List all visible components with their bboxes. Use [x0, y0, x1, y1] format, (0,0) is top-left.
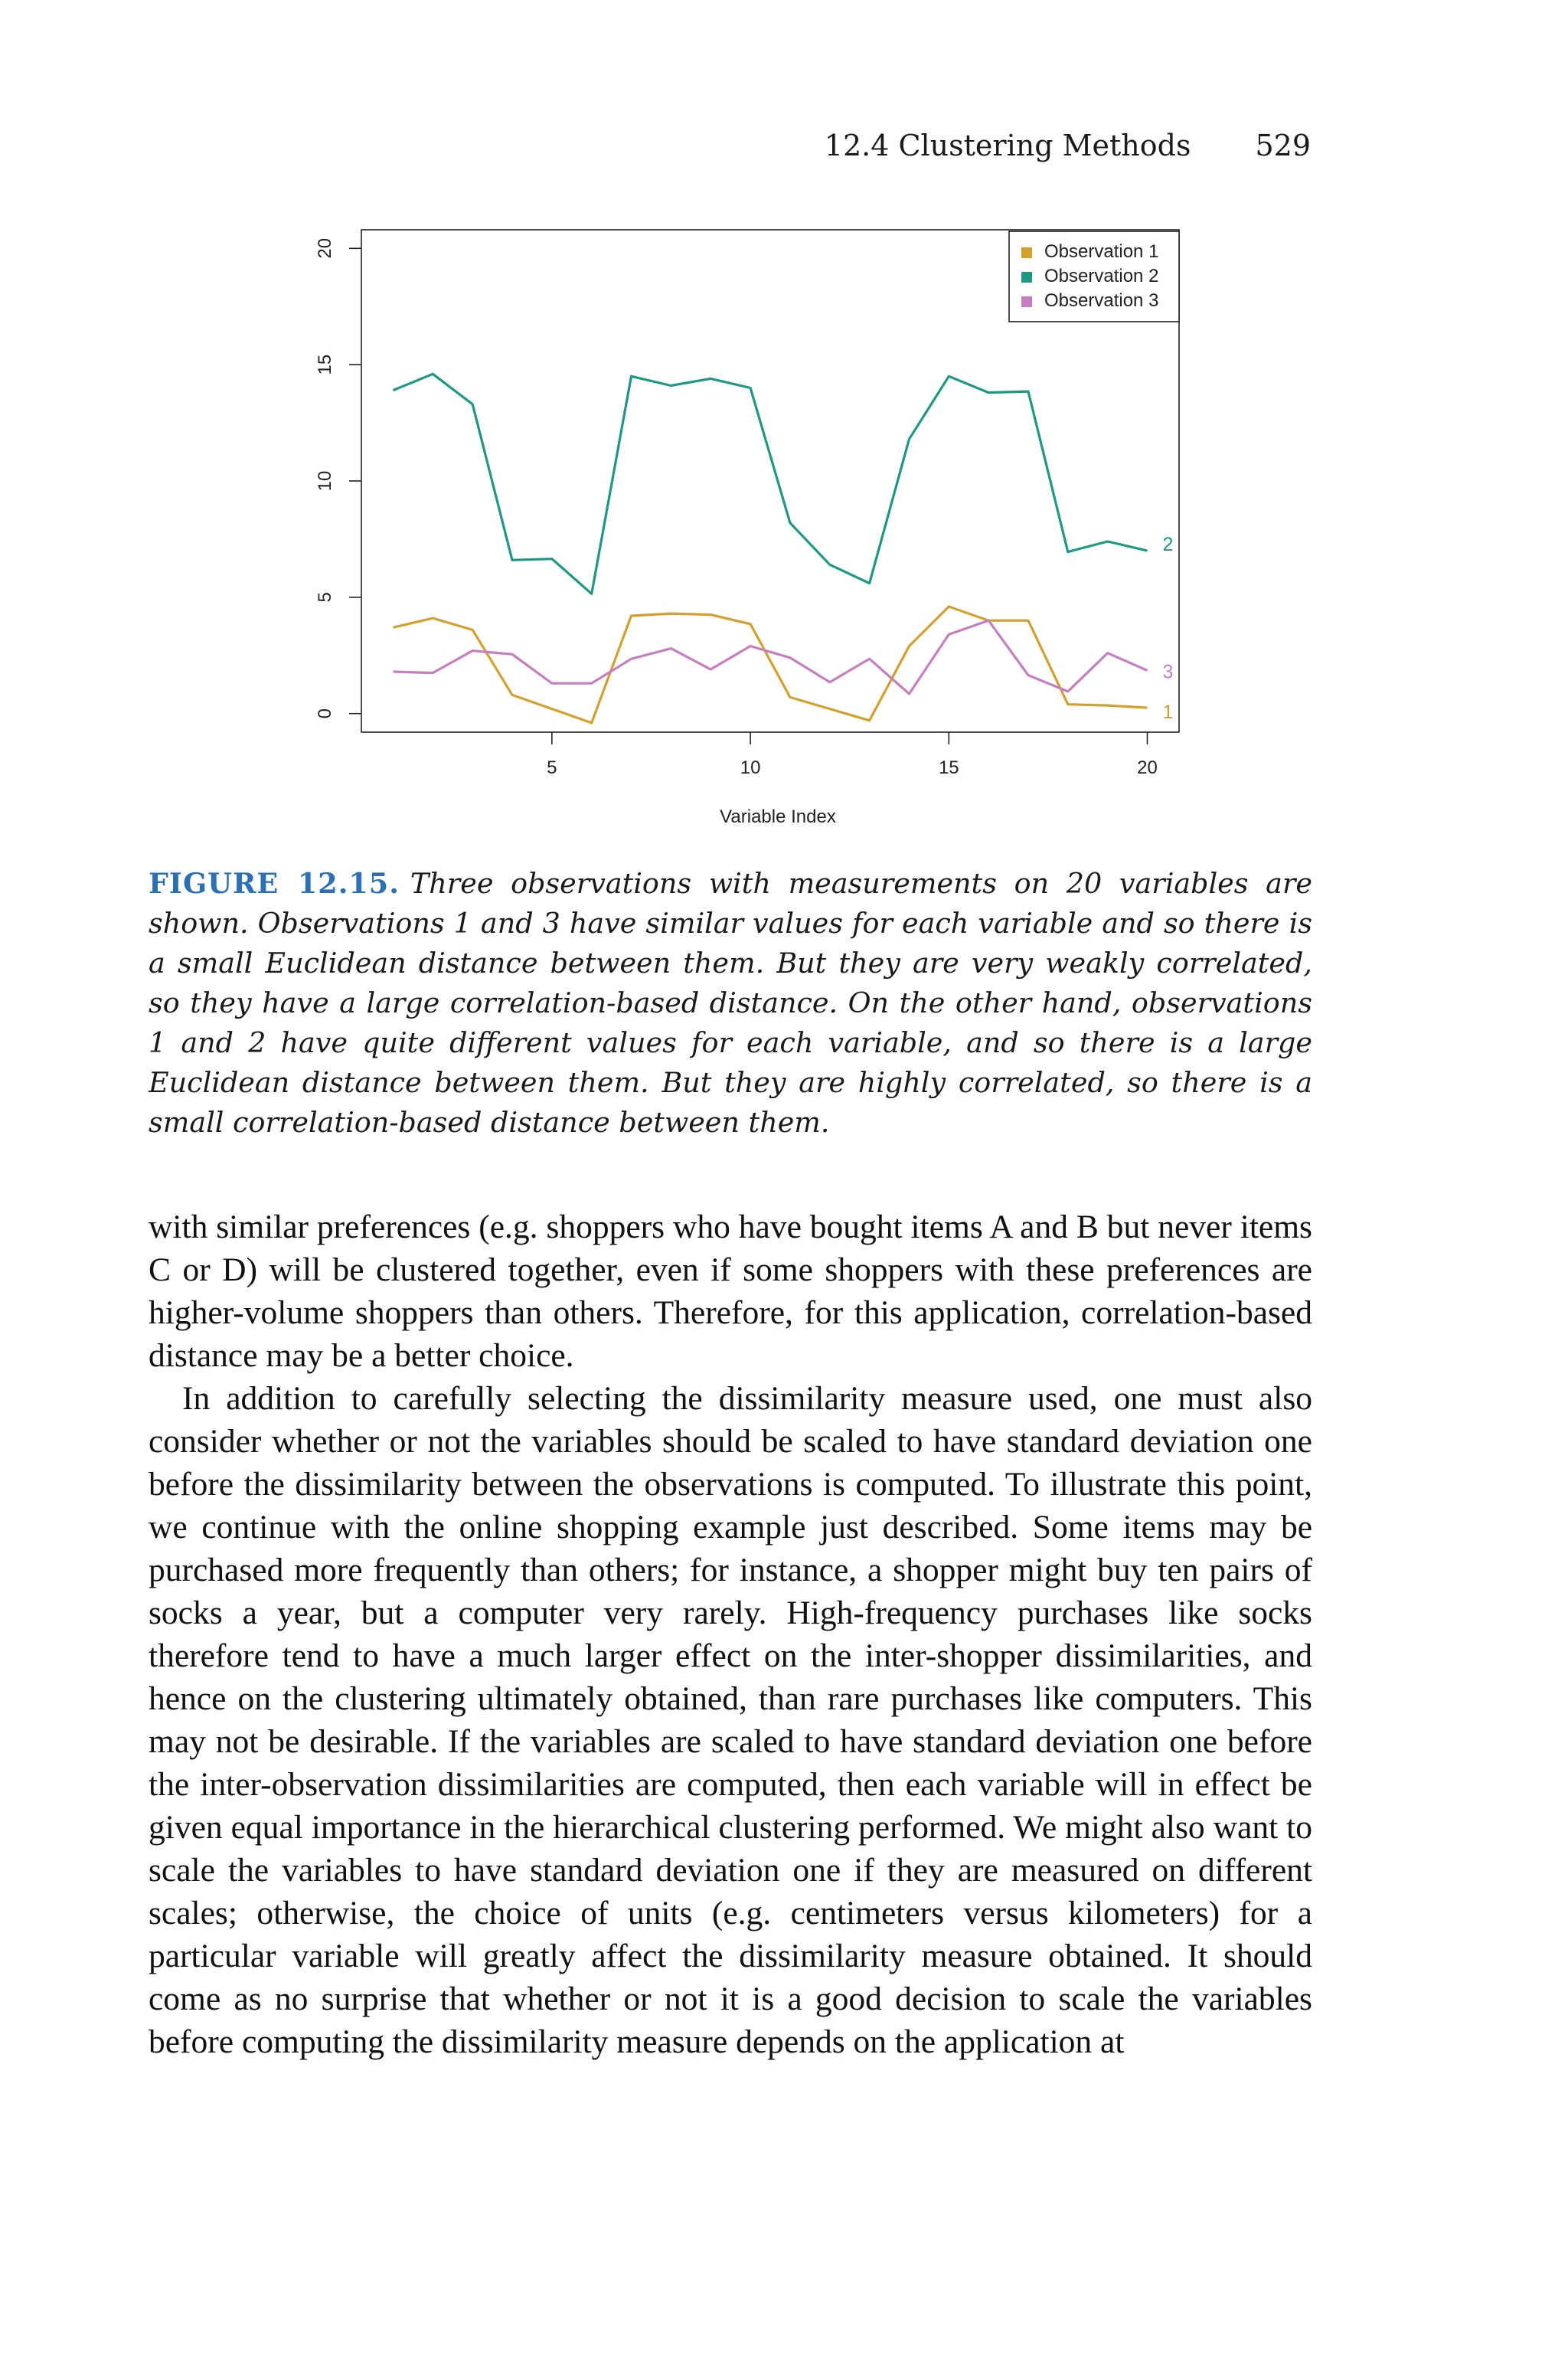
x-tick-label: 20 [1137, 757, 1158, 778]
series-end-label-2: 2 [1162, 534, 1174, 556]
legend-swatch-1 [1021, 247, 1032, 258]
figure-label: FIGURE 12.15. [149, 867, 400, 900]
legend-swatch-2 [1021, 272, 1032, 283]
figure-caption [149, 864, 1312, 1143]
y-tick-label: 10 [315, 470, 335, 492]
y-tick-label: 15 [315, 354, 335, 375]
x-tick-label: 5 [547, 757, 557, 778]
section-title: 12.4 Clustering Methods [824, 129, 1191, 162]
x-tick-label: 10 [740, 757, 761, 778]
legend-entry-1: Observation 1 [1044, 241, 1159, 262]
paragraph-2: In addition to carefully selecting the dissimilarity measure used, one must also consider whether or not the variables should be scaled to have standard deviation one before the dissimilarity between the observations is computed. To illustrate this point, we continue with the online shopping example just described. Some items may be purchased more frequently than others; for instance, a shopper might buy ten pairs of socks a year, but a computer very rarely. High-frequency purchases like socks therefore tend to have a much larger effect on the inter-shopper dissimilarities, and hence on the clustering ultimately obtained, than rare purchases like computers. This may not be desirable. If the variables are scaled to have standard deviation one before the inter-observation dissimilarities are computed, then each variable will in effect be given equal importance in the hierarchical clustering performed. We might also want to scale the variables to have standard deviation one if they are measured on different scales; otherwise, the choice of units (e.g. centimeters versus kilometers) for a particular variable will greatly affect the dissimilarity measure obtained. It should come as no surprise that whether or not it is a good decision to scale the variables before computing the dissimilarity measure depends on the application at [149, 1380, 1312, 2060]
y-tick-label: 20 [315, 237, 335, 259]
legend-entry-3: Observation 3 [1044, 290, 1159, 311]
series-end-label-3: 3 [1162, 661, 1174, 683]
observations-line-chart [276, 214, 1210, 842]
running-head [150, 129, 1311, 162]
series-line-1 [394, 607, 1148, 723]
legend-entry-2: Observation 2 [1044, 266, 1159, 286]
body-text [149, 1205, 1312, 2063]
x-tick-label: 15 [938, 757, 959, 778]
x-axis-label: Variable Index [720, 806, 836, 827]
chart-legend [1009, 231, 1179, 322]
figure-caption-text: Three observations with measurements on 20 variables are shown. Observations 1 and 3 have similar values for each variable and so there is a small Euclidean distance between them. But they are very weakly correlated, so they have a large correlation-based distance. On the other hand, observations 1 and 2 have quite different values for each variable, and so there is a large Euclidean distance between them. But they are highly correlated, so there is a small correlation-based distance between them. [149, 867, 1312, 1139]
series-end-label-1: 1 [1162, 702, 1174, 724]
page-number: 529 [1255, 129, 1311, 162]
y-tick-label: 0 [315, 708, 335, 719]
paragraph-1: with similar preferences (e.g. shoppers who have bought items A and B but never items C or D) will be clustered together, even if some shoppers with these preferences are higher-volume shoppers than others. Therefore, for this application, correlation-based distance may be a better choice. [149, 1209, 1312, 1374]
y-tick-label: 5 [315, 592, 335, 603]
chart-series [394, 374, 1174, 723]
legend-swatch-3 [1021, 296, 1032, 307]
series-line-2 [394, 374, 1148, 594]
